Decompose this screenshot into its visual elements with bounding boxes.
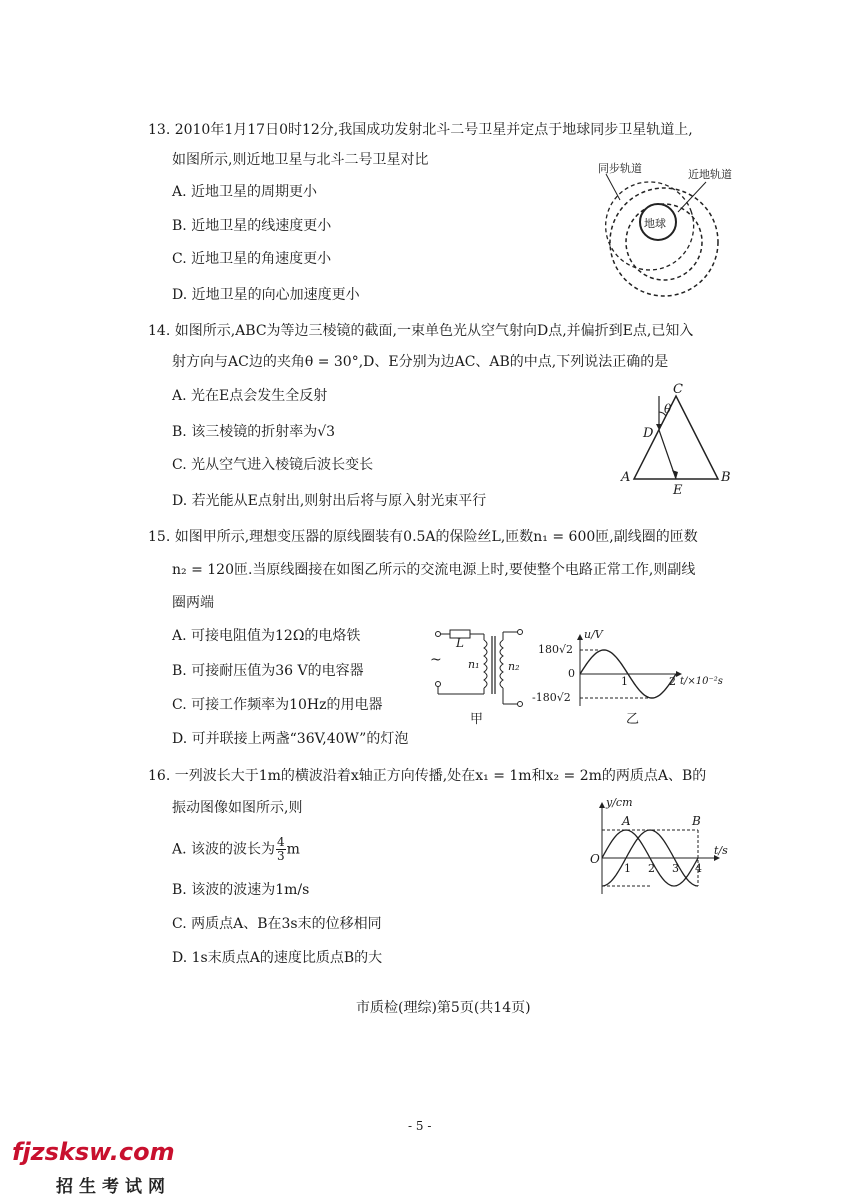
q16-lambda-fraction <box>276 836 286 863</box>
q14-label-a: A <box>621 470 631 485</box>
q14-label-c: C <box>673 382 683 397</box>
q16-option-a <box>172 836 300 863</box>
q16-label-b: B <box>692 814 701 828</box>
q15-option-d: D. 可并联接上两盏“36V,40W”的灯泡 <box>172 731 409 747</box>
q15-label-tilde: ~ <box>430 652 442 668</box>
q16-t3: 3 <box>672 862 679 875</box>
q13-stem-line1: 13. 2010年1月17日0时12分,我国成功发射北斗二号卫星并定点于地球同步卫星轨道上, <box>148 122 693 138</box>
brand-subtitle: 招生考试网 <box>56 1177 171 1197</box>
q16-label-a: A <box>622 814 631 828</box>
q16-t4: 4 <box>695 862 702 875</box>
q16-vibration-figure <box>588 796 738 900</box>
q16-label-o: O <box>590 852 600 866</box>
q16-stem-line2: 振动图像如图所示,则 <box>172 800 303 816</box>
q16-lambda-num: 4 <box>277 835 285 849</box>
q16-t2: 2 <box>648 862 655 875</box>
q15-transformer-figure <box>428 624 528 727</box>
q13-option-d: D. 近地卫星的向心加速度更小 <box>172 287 360 303</box>
q13-orbit-figure <box>596 160 756 305</box>
q15-stem-line1: 15. 如图甲所示,理想变压器的原线圈装有0.5A的保险丝L,匝数n₁ = 600匝,副线圈的匝数 <box>148 529 698 545</box>
q15-xlabel: t/×10⁻²s <box>680 676 723 687</box>
q15-option-c: C. 可接工作频率为10Hz的用电器 <box>172 697 383 713</box>
q15-t2: 2 <box>669 675 676 688</box>
q13-option-c: C. 近地卫星的角速度更小 <box>172 251 332 267</box>
primary-coil <box>484 640 487 688</box>
q15-stem-line2: n₂ = 120匝.当原线圈接在如图乙所示的交流电源上时,要使整个电路正常工作,则副线 <box>172 562 696 578</box>
q14-label-theta: θ <box>664 402 672 416</box>
brand-logo[interactable]: fjzsksw.com <box>12 1138 175 1166</box>
q15-option-b: B. 可接耐压值为36 V的电容器 <box>172 663 364 679</box>
q15-ymax: 180√2 <box>538 643 574 656</box>
q13-option-b: B. 近地卫星的线速度更小 <box>172 218 332 234</box>
q15-t1: 1 <box>621 675 628 688</box>
q16-t1: 1 <box>624 862 631 875</box>
q16-option-d: D. 1s末质点A的速度比质点B的大 <box>172 950 383 966</box>
q15-label-n2: n₂ <box>508 660 520 673</box>
q16-stem-line1: 16. 一列波长大于1m的横波沿着x轴正方向传播,处在x₁ = 1m和x₂ = 2m的两质点A、B的 <box>148 768 707 784</box>
q15-voltage-figure <box>530 628 730 727</box>
q14-label-d: D <box>643 426 654 441</box>
q14-option-b: B. 该三棱镜的折射率为√3 <box>172 424 336 440</box>
q13-sync-orbit-label: 同步轨道 <box>598 162 642 175</box>
q14-option-c: C. 光从空气进入棱镜后波长变长 <box>172 457 374 473</box>
q14-stem-line1: 14. 如图所示,ABC为等边三棱镜的截面,一束单色光从空气射向D点,并偏折到E点,已知入 <box>148 323 694 339</box>
q15-label-n1: n₁ <box>468 658 480 671</box>
q14-label-e: E <box>673 483 683 498</box>
q14-stem-line2: 射方向与AC边的夹角θ = 30°,D、E分别为边AC、AB的中点,下列说法正确的是 <box>172 354 669 370</box>
q16-option-c: C. 两质点A、B在3s末的位移相同 <box>172 916 382 932</box>
page-number: - 5 - <box>408 1119 432 1133</box>
q13-earth-label: 地球 <box>644 217 666 230</box>
q15-stem-line3: 圈两端 <box>172 595 214 611</box>
q14-prism-figure <box>618 382 738 501</box>
q15-zero: 0 <box>568 667 575 680</box>
q16-option-a-text: A. 该波的波长为 <box>172 841 276 858</box>
q15-option-a: A. 可接电阻值为12Ω的电烙铁 <box>172 628 361 644</box>
q15-ymin: -180√2 <box>532 691 571 704</box>
q14-option-d: D. 若光能从E点射出,则射出后将与原入射光束平行 <box>172 493 487 509</box>
q14-label-b: B <box>721 470 731 485</box>
q16-xlabel: t/s <box>714 844 728 857</box>
q16-lambda-unit: m <box>286 841 300 858</box>
page-footer: 市质检(理综)第5页(共14页) <box>356 1000 531 1016</box>
q14-option-a: A. 光在E点会发生全反射 <box>172 388 328 404</box>
q16-ylabel: y/cm <box>606 796 633 809</box>
q16-option-b: B. 该波的波速为1m/s <box>172 882 310 898</box>
q15-ylabel: u/V <box>584 628 603 641</box>
q13-stem-line2: 如图所示,则近地卫星与北斗二号卫星对比 <box>172 152 429 168</box>
q15-caption-jia: 甲 <box>470 712 484 727</box>
secondary-coil <box>500 640 503 688</box>
q15-label-l: L <box>456 636 464 650</box>
q15-caption-yi: 乙 <box>626 712 640 727</box>
q16-lambda-den: 3 <box>277 849 285 863</box>
q13-option-a: A. 近地卫星的周期更小 <box>172 184 318 200</box>
q13-near-orbit-label: 近地轨道 <box>688 168 732 181</box>
